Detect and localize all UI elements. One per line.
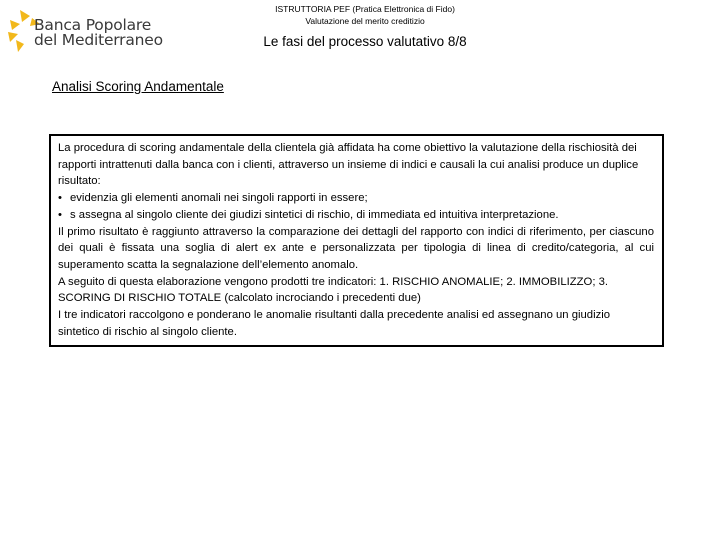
bank-name <box>34 18 163 48</box>
paragraph-conclusion: I tre indicatori raccolgono e ponderano le anomalie risultanti dalla precedente analisi ed assegnano un giudizio sintetico di rischio al singolo cliente. <box>58 309 611 338</box>
header-line1: ISTRUTTORIA PEF (Pratica Elettronica di Fido) <box>275 4 455 14</box>
bank-name-line1: Banca Popolare <box>34 16 152 34</box>
bullet-item <box>58 190 654 207</box>
bank-name-line2: del Mediterraneo <box>34 31 163 49</box>
section-heading: Analisi Scoring Andamentale <box>52 79 224 94</box>
intro-paragraph: La procedura di scoring andamentale della clientela già affidata ha come obiettivo la valutazione della rischiosità dei rapporti intrattenuti dalla banca con i clienti, attraverso un insieme di indici e causali la cui analisi produce un duplice risultato: <box>58 142 639 188</box>
bullet-text: s assegna al singolo cliente dei giudizi sintetici di rischio, di immediata ed intuitiva interpretazione. <box>70 208 559 221</box>
document-header <box>200 4 530 27</box>
bank-logo <box>6 8 163 56</box>
header-line2: Valutazione del merito creditizio <box>305 15 425 26</box>
paragraph-first-result: Il primo risultato è raggiunto attraverso la comparazione dei dettagli del rapporto con indici di riferimento, per ciascuno dei quali è fissata una soglia di alert ex ante e personalizzata per tipologia di linea di credito/categoria, al cui superamento scatta la segnalazione dell’elemento anomalo. <box>58 225 654 271</box>
bullet-icon: • <box>58 208 62 221</box>
bullet-item <box>58 207 654 224</box>
content-box <box>49 134 664 347</box>
paragraph-indicators: A seguito di questa elaborazione vengono prodotti tre indicatori: 1. RISCHIO ANOMALIE; 2. IMMOBILIZZO; 3. SCORING DI RISCHIO TOTALE (calcolato incrociando i precedenti due) <box>58 275 609 305</box>
bullet-text: evidenzia gli elementi anomali nei singoli rapporti in essere; <box>70 192 368 205</box>
slide-title: Le fasi del processo valutativo 8/8 <box>263 34 467 49</box>
bullet-icon: • <box>58 192 62 205</box>
